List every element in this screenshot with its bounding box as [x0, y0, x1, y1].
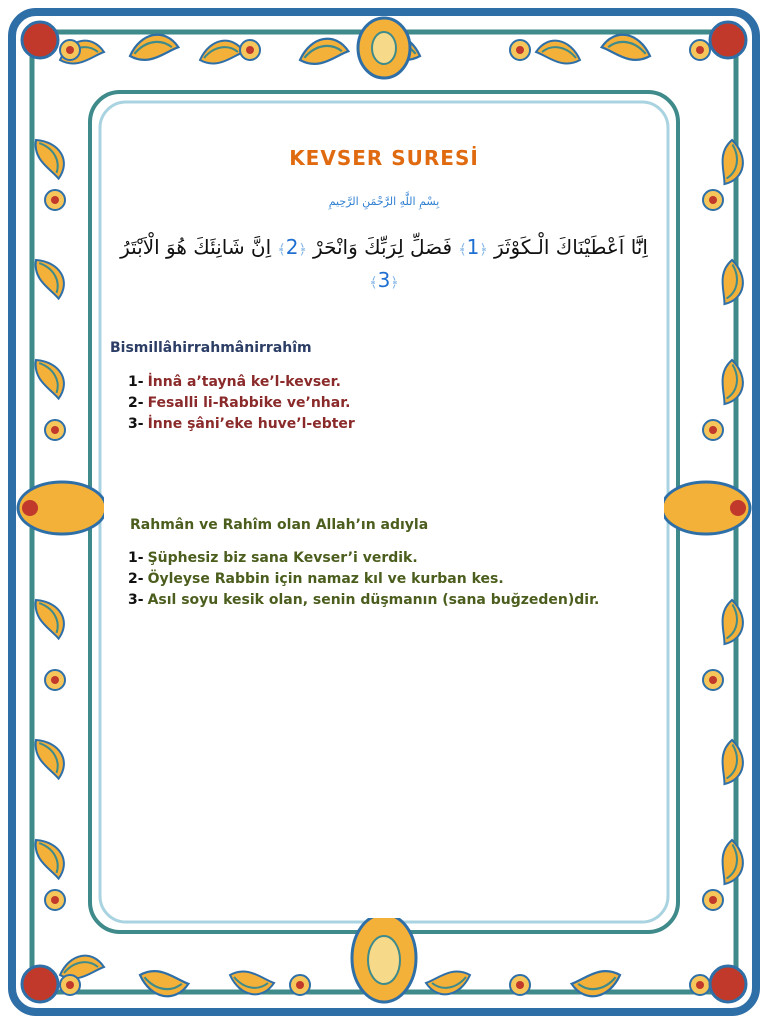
- transliteration-heading: Bismillâhirrahmânirrahîm: [110, 340, 312, 356]
- verse-marker-icon: ﴾: [369, 275, 378, 291]
- list-item: 1- Şüphesiz biz sana Kevser’i verdik.: [128, 550, 418, 566]
- page-title: KEVSER SURESİ: [289, 146, 479, 170]
- verse-marker-icon: ﴿: [390, 275, 399, 291]
- verse-1-text: اِنَّٓا اَعْطَيْنَاكَ الْـكَوْثَرَ: [493, 235, 648, 259]
- transliteration-list: [128, 372, 355, 435]
- verse-marker-icon: ﴿: [298, 242, 307, 258]
- verse-3-text-start: اِنَّ شَانِئَكَ هُوَ: [166, 235, 272, 259]
- list-item: 3- İnne şâni’eke huve’l-ebter: [128, 416, 355, 432]
- list-item: 2- Öyleyse Rabbin için namaz kıl ve kurban kes.: [128, 571, 504, 587]
- list-item: 3- Asıl soyu kesik olan, senin düşmanın (sana buğzeden)dir.: [128, 592, 600, 608]
- verse-marker-icon: ﴾: [277, 242, 286, 258]
- basmala-calligraphy: بِسْمِ اللَّهِ الرَّحْمَنِ الرَّحِيمِ: [328, 195, 440, 208]
- verse-number-1: 1: [466, 235, 480, 259]
- arabic-text: [108, 232, 660, 298]
- list-item: 2- Fesalli li-Rabbike ve’nhar.: [128, 395, 351, 411]
- meaning-list: [128, 548, 599, 611]
- verse-marker-icon: ﴾: [458, 242, 467, 258]
- list-item: 1- İnnâ a’taynâ ke’l-kevser.: [128, 374, 341, 390]
- verse-3-text-end: الْاَبْتَرُ: [120, 235, 160, 259]
- verse-number-2: 2: [285, 235, 299, 259]
- verse-2-text: فَصَلِّ لِرَبِّكَ وَانْحَرْ: [313, 235, 453, 259]
- verse-number-3: 3: [377, 268, 391, 292]
- meaning-heading: Rahmân ve Rahîm olan Allah’ın adıyla: [130, 517, 429, 533]
- verse-marker-icon: ﴿: [479, 242, 488, 258]
